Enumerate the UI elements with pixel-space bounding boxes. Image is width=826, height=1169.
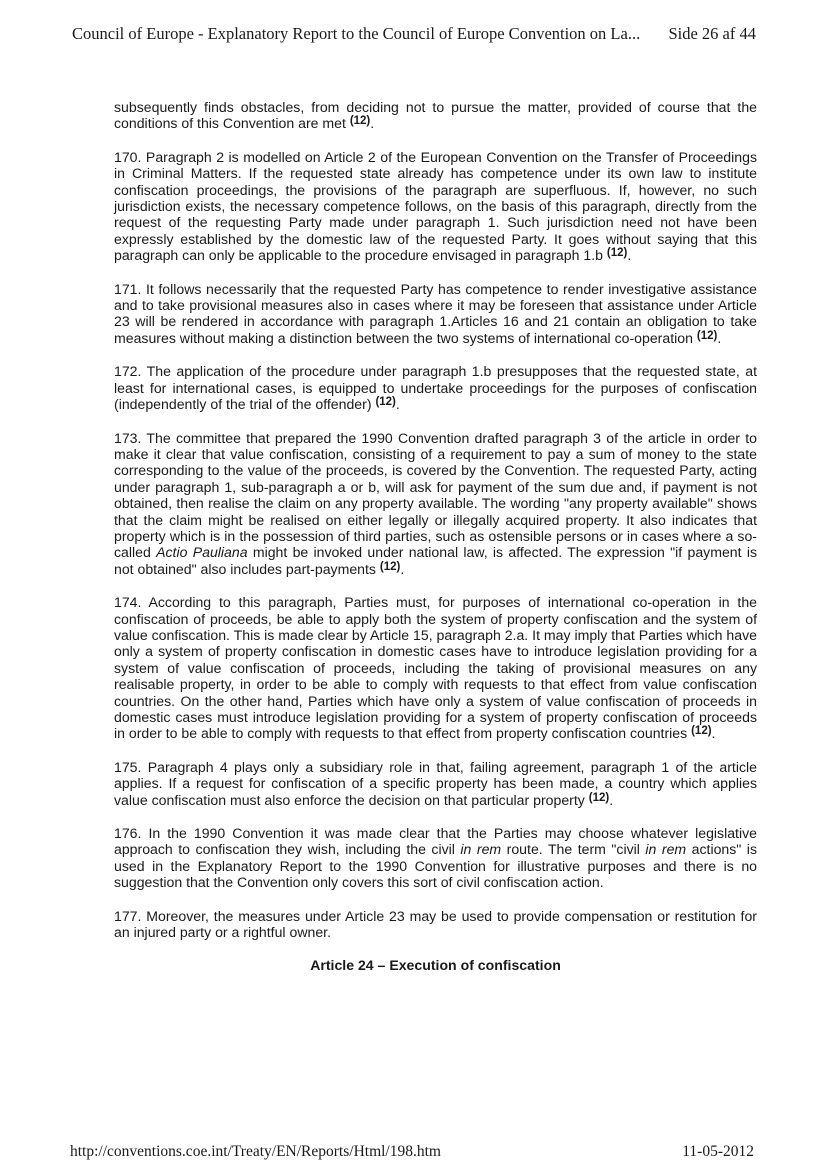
footnote-ref[interactable]: (12) (588, 791, 610, 804)
print-date: 11-05-2012 (682, 1143, 754, 1160)
document-title: Council of Europe - Explanatory Report to the Council of Europe Convention on La... (72, 24, 641, 43)
footnote-ref[interactable]: (12) (691, 725, 712, 738)
footnote-ref[interactable]: (12) (606, 247, 628, 260)
paragraph-177: 177. Moreover, the measures under Article 23 may be used to provide compensation or restitution for an injured party or a rightful owner. (114, 907, 757, 941)
paragraph-171: 171. It follows necessarily that the requested Party has competence to render investigative assistance and to take provisional measures also in cases where it may be foreseen that assistance under Article 23 will be rendered in accordance with paragraph 1.Articles 16 and 21 contain an obligation to take measures without making a distinction between the two systems of international co-operation $^{(12)}$. (114, 280, 757, 346)
paragraph-174: 174. According to this paragraph, Parties must, for purposes of international co-operation in the confiscation of proceeds, be able to apply both the system of property confiscation and the system of value confiscation. This is made clear by Article 15, paragraph 2.a. It may imply that Parties which have only a system of property confiscation in domestic cases have to introduce legislation providing for a system of value confiscation of proceeds, including the taking of provisional measures on any realisable property, in order to be able to comply with requests to that effect from value confiscation countries. On the other hand, Parties which have only a system of value confiscation of proceeds in domestic cases must introduce legislation providing for a system of property confiscation of proceeds in order to be able to comply with requests to that effect from property confiscation countries $^{(12)}$. (114, 594, 757, 742)
footnote-ref[interactable]: (12) (349, 115, 371, 128)
article-heading: Article 24 – Execution of confiscation (310, 957, 561, 974)
page-number: Side 26 af 44 (668, 24, 756, 43)
document-body (114, 99, 757, 974)
paragraph-169-continued: subsequently finds obstacles, from deciding not to pursue the matter, provided of course that the conditions of this Convention are met $^{(12)}$. (114, 99, 757, 132)
paragraph-173: 173. The committee that prepared the 1990 Convention drafted paragraph 3 of the article in order to make it clear that value confiscation, consisting of a requirement to pay a sum of money to the state corresponding to the value of the proceeds, is covered by the Convention. The requested Party, acting under paragraph 1, sub-paragraph a or b, will ask for payment of the sum due and, if payment is not obtained, then realise the claim on any property available. The wording "any property available" shows that the claim might be realised on either legally or illegally acquired property. It also indicates that property which is in the possession of third parties, such as ostensible persons or in cases where a so-called Actio Pauliana might be invoked under national law, is affected. The expression "if payment is not obtained" also includes part-payments $^{(12)}$. (114, 429, 758, 577)
page-header (72, 24, 756, 44)
paragraph-172: 172. The application of the procedure under paragraph 1.b presupposes that the requested state, at least for international cases, is equipped to undertake proceedings for the purposes of confiscation (independently of the trial of the offender) $^{(12)}$. (114, 363, 757, 413)
page-footer (70, 1143, 754, 1161)
source-url[interactable]: http://conventions.coe.int/Treaty/EN/Reports/Html/198.htm (70, 1143, 441, 1160)
paragraph-170: 170. Paragraph 2 is modelled on Article 2 of the European Convention on the Transfer of Proceedings in Criminal Matters. If the requested state already has competence under its own law to institute confiscation proceedings, the provisions of the paragraph are superfluous. If, however, no such jurisdiction exists, the necessary competence follows, on the basis of this paragraph, directly from the request of the requesting Party made under paragraph 1. Such jurisdiction need not have been expressly established by the domestic law of the requested Party. It goes without saying that this paragraph can only be applicable to the procedure envisaged in paragraph 1.b $^{(12)}$. (114, 148, 757, 264)
paragraph-176: 176. In the 1990 Convention it was made clear that the Parties may choose whatever legislative approach to confiscation they wish, including the civil in rem route. The term "civil in rem actions" is used in the Explanatory Report to the 1990 Convention for illustrative purposes and there is no suggestion that the Convention only covers this sort of civil confiscation action. (114, 825, 757, 891)
footnote-ref[interactable]: (12) (696, 329, 718, 342)
paragraph-175: 175. Paragraph 4 plays only a subsidiary role in that, failing agreement, paragraph 1 of the article applies. If a request for confiscation of a specific property has been made, a country which applies value confiscation must also enforce the decision on that particular property $^{(12)}$. (114, 758, 757, 808)
footnote-ref[interactable]: (12) (375, 396, 396, 409)
footnote-ref[interactable]: (12) (379, 560, 401, 573)
